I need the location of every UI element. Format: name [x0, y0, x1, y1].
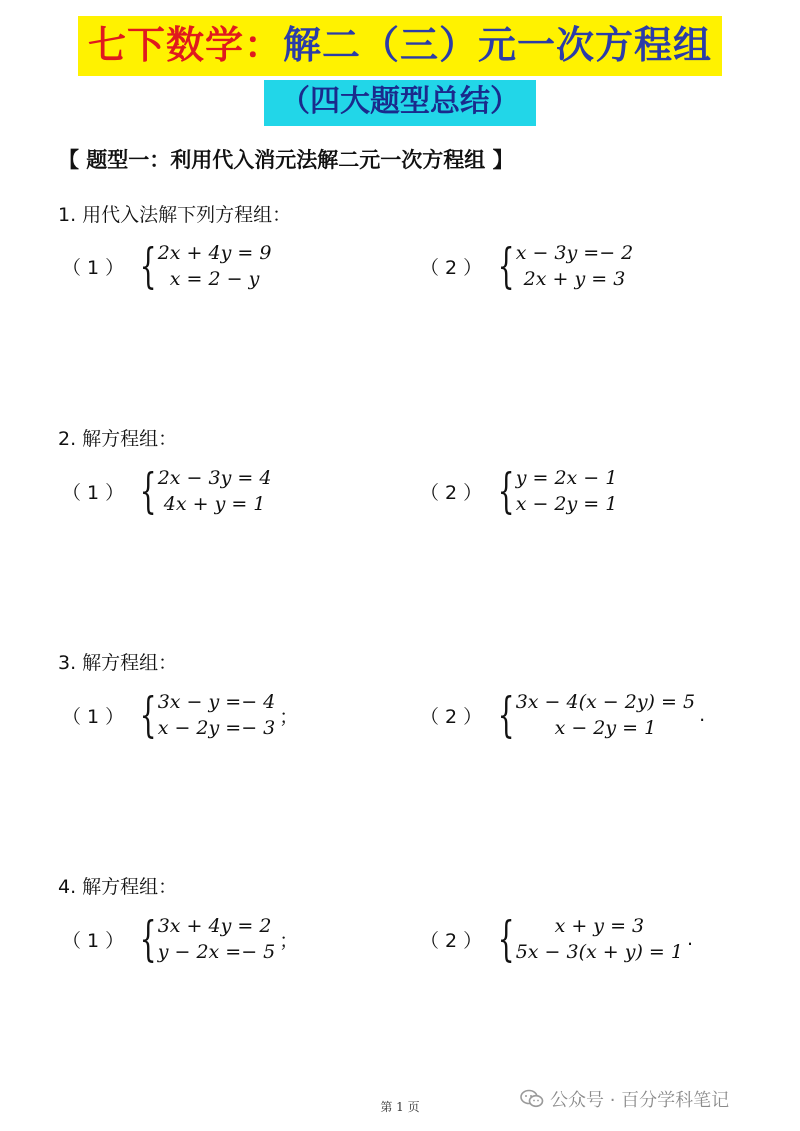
wechat-icon: [520, 1089, 544, 1109]
equation-system: [516, 689, 695, 741]
question-1-part-2: [420, 240, 633, 292]
title-subject: 七下数学：: [87, 22, 283, 67]
equation-2: 2x + y = 3: [523, 268, 626, 290]
brace-symbol: {: [139, 687, 157, 743]
equation-2: y − 2x =− 5: [157, 941, 276, 963]
question-4-part-1: [62, 913, 298, 965]
equation-system: [516, 465, 618, 517]
part-label: （ 1 ）: [62, 705, 125, 728]
equation-1: x − 3y =− 2: [515, 242, 634, 264]
trailing-punctuation: ；: [279, 705, 299, 728]
part-label: （ 1 ）: [62, 256, 125, 279]
brace-symbol: {: [497, 463, 515, 519]
watermark-text: 公众号 · 百分学科笔记: [550, 1090, 730, 1111]
question-2-part-2: [420, 465, 617, 517]
equation-system: [158, 689, 276, 741]
equation-1: x + y = 3: [554, 915, 645, 937]
part-label: （ 1 ）: [62, 929, 125, 952]
question-1-title: 1. 用代入法解下列方程组：: [58, 204, 292, 226]
question-4-part-2: [420, 913, 693, 965]
subtitle-row: [0, 80, 800, 126]
equation-1: 2x + 4y = 9: [157, 242, 272, 264]
page-title: [78, 16, 722, 76]
equation-system: [516, 240, 634, 292]
equation-1: 3x − 4(x − 2y) = 5: [515, 691, 696, 713]
title-topic: 解二（三）元一次方程组: [283, 22, 713, 67]
question-2-title: 2. 解方程组：: [58, 428, 178, 450]
brace-symbol: {: [139, 911, 157, 967]
part-label: （ 2 ）: [420, 256, 483, 279]
page-subtitle: （四大题型总结）: [264, 80, 536, 126]
question-3-part-2: [420, 689, 705, 741]
question-3-part-1: [62, 689, 298, 741]
title-row: [0, 16, 800, 76]
equation-1: 3x + 4y = 2: [157, 915, 272, 937]
watermark: [520, 1086, 729, 1112]
trailing-punctuation: ；: [279, 929, 299, 952]
equation-2: 4x + y = 1: [163, 493, 266, 515]
equation-1: 2x − 3y = 4: [157, 467, 272, 489]
question-3-title: 3. 解方程组：: [58, 652, 178, 674]
equation-2: x − 2y = 1: [554, 717, 657, 739]
trailing-punctuation: .: [699, 704, 706, 726]
part-label: （ 2 ）: [420, 481, 483, 504]
section-heading: 【 题型一：利用代入消元法解二元一次方程组 】: [58, 148, 514, 172]
equation-1: 3x − y =− 4: [157, 691, 276, 713]
part-label: （ 2 ）: [420, 929, 483, 952]
brace-symbol: {: [497, 238, 515, 294]
part-label: （ 2 ）: [420, 705, 483, 728]
brace-symbol: {: [139, 238, 157, 294]
question-4-title: 4. 解方程组：: [58, 876, 178, 898]
trailing-punctuation: .: [686, 928, 694, 950]
equation-2: x − 2y =− 3: [157, 717, 276, 739]
part-label: （ 1 ）: [62, 481, 125, 504]
equation-2: x = 2 − y: [169, 268, 260, 290]
brace-symbol: {: [497, 687, 515, 743]
question-1-part-1: [62, 240, 271, 292]
equation-system: [158, 913, 276, 965]
equation-system: [158, 240, 272, 292]
equation-1: y = 2x − 1: [515, 467, 618, 489]
brace-symbol: {: [497, 911, 515, 967]
brace-symbol: {: [139, 463, 157, 519]
equation-system: [158, 465, 272, 517]
equation-2: 5x − 3(x + y) = 1: [515, 941, 683, 963]
equation-system: [516, 913, 683, 965]
question-2-part-1: [62, 465, 271, 517]
page-number: 第 1 页: [380, 1100, 420, 1114]
equation-2: x − 2y = 1: [515, 493, 618, 515]
